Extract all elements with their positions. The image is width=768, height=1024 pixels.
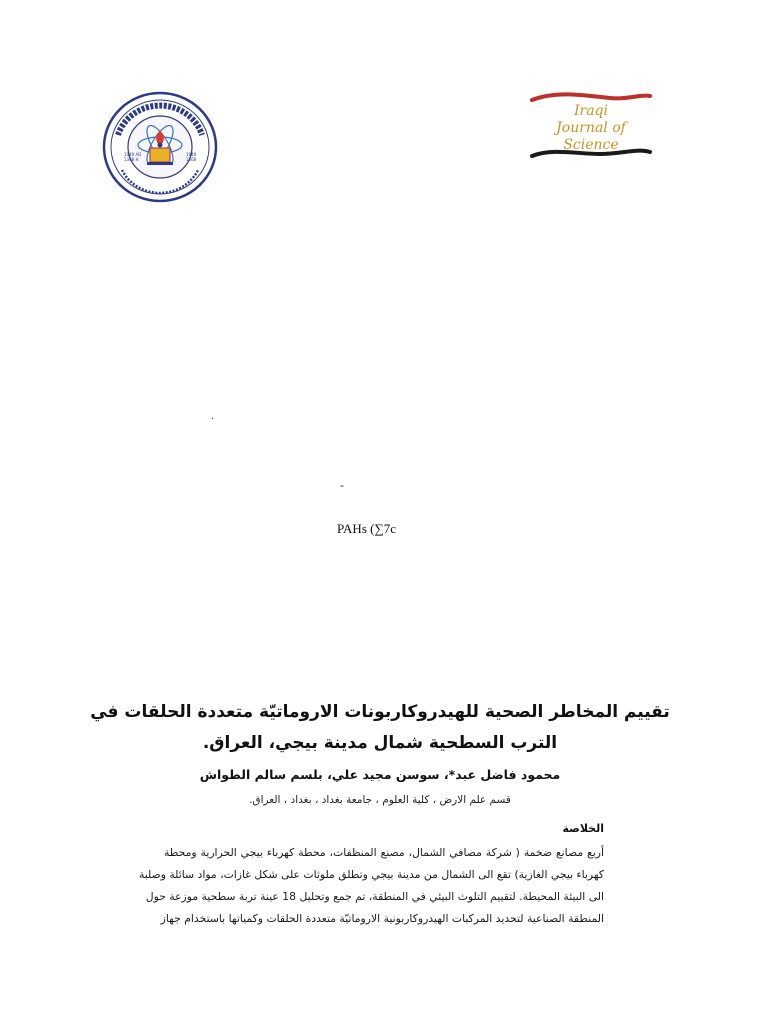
journal-logo	[528, 88, 654, 166]
abstract-body	[138, 842, 604, 930]
stray-dot: .	[211, 408, 214, 422]
abstract-heading: الخلاصة	[562, 822, 604, 835]
pahs-fragment: PAHs (∑7c	[337, 521, 396, 536]
seal-right-year-ad: 1949	[186, 152, 197, 157]
abstract-line: كهرباء بيجي الغازية) تقع الى الشمال من مدينة بيجي وتطلق ملوثات على شكل غازات، مواد سائلة وصلبة	[138, 868, 604, 881]
journal-logo-line-2: Journal of	[556, 120, 626, 136]
article-title: تقييم المخاطر الصحية للهيدروكاربونات الاروماتيّة متعددة الحلقات في الترب السطحية شمال مدينة بيجي، العراق.	[90, 702, 670, 753]
stray-dash: -	[340, 478, 344, 492]
journal-logo-line-1: Iraqi	[573, 103, 608, 119]
seal-left-year-ad: 1949 AD	[124, 152, 142, 157]
abstract-line: الى البيئة المحيطة. لتقييم التلوث البيئي في المنطقة، تم جمع وتحليل 18 عينة تربة سطحية موزعة حول	[145, 890, 604, 903]
college-seal-logo	[100, 90, 220, 205]
abstract-line: المنطقة الصناعية لتحديد المركبات الهيدروكاربونية الاروماتيّة متعددة الحلقات وكمياتها باستخدام جهاز	[160, 912, 604, 925]
seal-left-year-h: 1368 H	[124, 157, 139, 162]
journal-logo-line-3: Science	[563, 137, 619, 153]
article-authors: محمود فاضل عبد*، سوسن مجيد علي، بلسم سالم الطواش	[199, 767, 561, 782]
seal-right-year-h: 1368	[186, 157, 197, 162]
article-affiliation: قسم علم الارض ، كلية العلوم ، جامعة بغداد ، بغداد ، العراق.	[249, 794, 511, 806]
abstract-line: أربع مصانع ضخمة ( شركة مصافي الشمال، مصنع المنظفات، محطة كهرباء بيجي الحرارية ومحطة	[164, 846, 604, 859]
